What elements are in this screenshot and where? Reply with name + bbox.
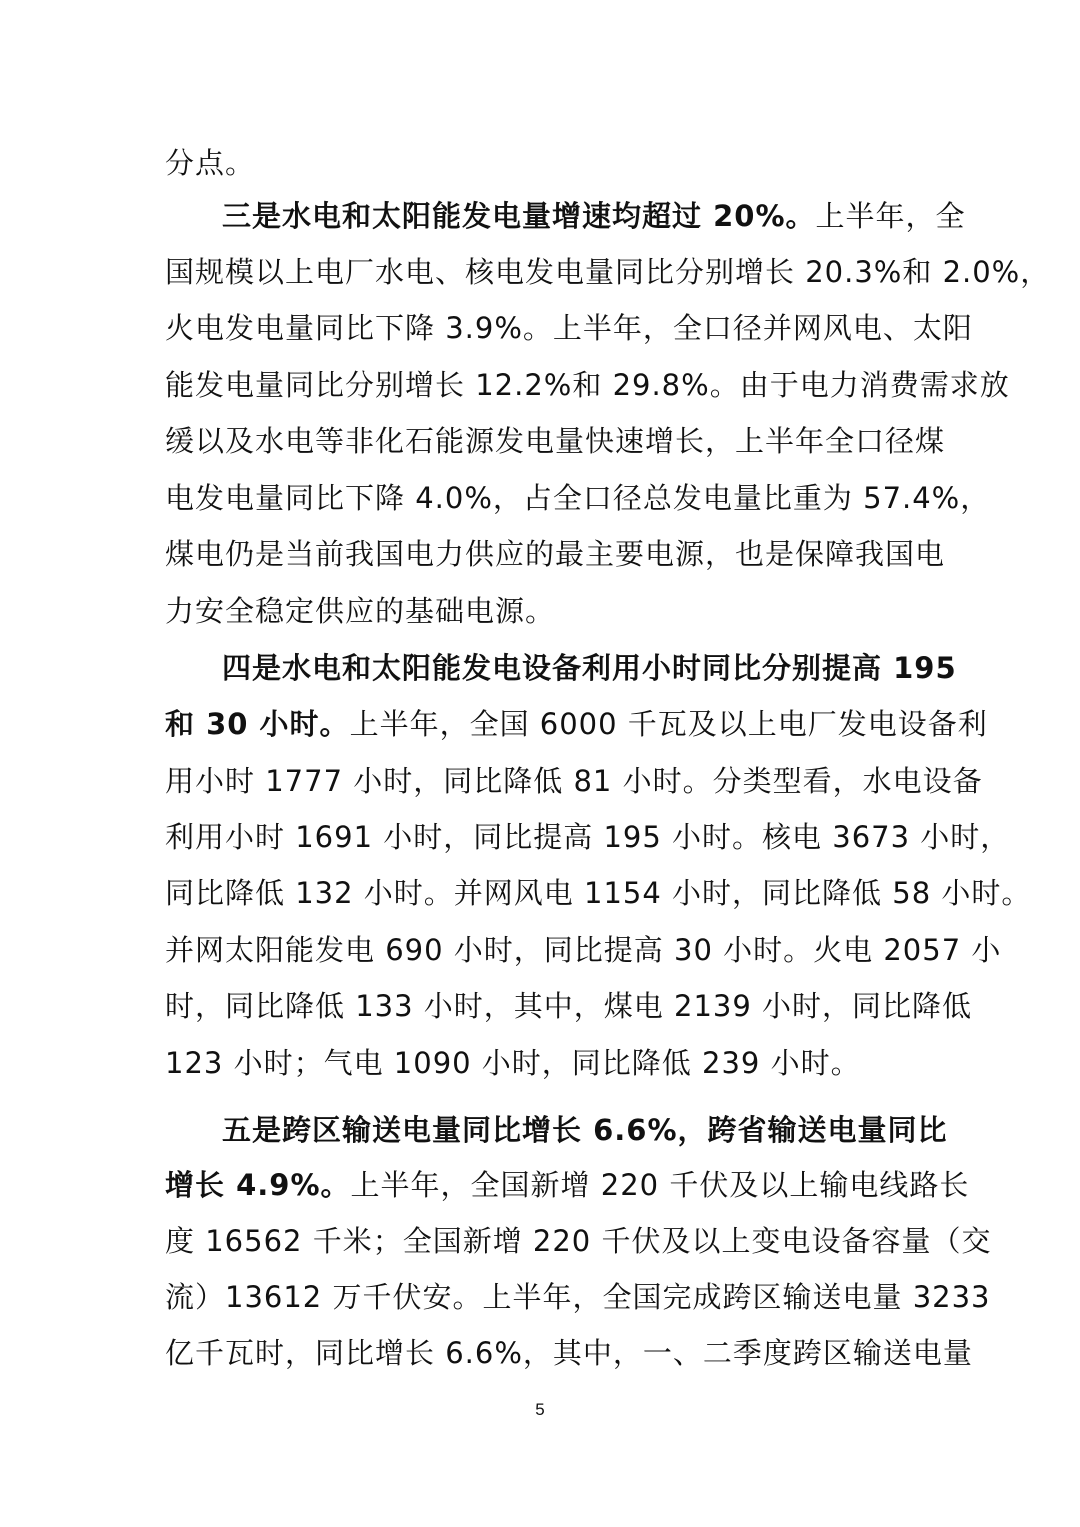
paragraph-heading-line xyxy=(222,640,957,696)
text-line xyxy=(165,413,946,469)
text-run: 电发电量同比下降 4.0%，占全口径总发电量比重为 57.4%， xyxy=(165,481,991,515)
text-line xyxy=(165,753,983,809)
text-line xyxy=(165,583,925,639)
text-run: 流）13612 万千伏安。上半年，全国完成跨区输送电量 3233 xyxy=(165,1280,991,1314)
text-run: 缓以及水电等非化石能源发电量快速增长，上半年全口径煤 xyxy=(165,424,946,458)
text-run: 上半年，全 xyxy=(815,199,966,233)
text-run: 123 小时；气电 1090 小时，同比降低 239 小时。 xyxy=(165,1046,861,1080)
text-run: 上半年，全国新增 220 千伏及以上输电线路长 xyxy=(350,1168,970,1202)
text-run: 用小时 1777 小时，同比降低 81 小时。分类型看，水电设备 xyxy=(165,764,983,798)
paragraph-heading-line xyxy=(222,1102,948,1158)
bold-heading-run: 四是水电和太阳能发电设备利用小时同比分别提高 195 xyxy=(222,651,957,685)
text-line xyxy=(165,922,1002,978)
text-run: 上半年，全国 6000 千瓦及以上电厂发电设备利 xyxy=(349,707,988,741)
text-line xyxy=(165,135,925,191)
paragraph-heading-line xyxy=(165,696,988,752)
text-line xyxy=(165,526,946,582)
bold-heading-run: 三是水电和太阳能发电量增速均超过 20%。 xyxy=(222,199,816,233)
text-run: 同比降低 132 小时。并网风电 1154 小时，同比降低 58 小时。 xyxy=(165,876,1032,910)
text-run: 力安全稳定供应的基础电源。 xyxy=(165,594,556,628)
text-run: 分点。 xyxy=(165,146,256,180)
text-run: 并网太阳能发电 690 小时，同比提高 30 小时。火电 2057 小 xyxy=(165,933,1002,967)
text-line xyxy=(165,1325,973,1381)
page-number: 5 xyxy=(535,1400,545,1419)
text-line xyxy=(165,978,973,1034)
bold-heading-run: 和 30 小时。 xyxy=(165,707,350,741)
text-line xyxy=(165,300,973,356)
bold-heading-run: 增长 4.9%。 xyxy=(165,1168,351,1202)
text-run: 能发电量同比分别增长 12.2%和 29.8%。由于电力消费需求放 xyxy=(165,368,1010,402)
text-run: 煤电仍是当前我国电力供应的最主要电源，也是保障我国电 xyxy=(165,537,946,571)
text-line xyxy=(165,809,1011,865)
text-line xyxy=(165,1269,991,1325)
text-line xyxy=(165,244,1051,300)
text-line xyxy=(165,865,1032,921)
text-run: 时，同比降低 133 小时，其中，煤电 2139 小时，同比降低 xyxy=(165,989,973,1023)
paragraph-heading-line xyxy=(165,1157,970,1213)
text-line xyxy=(165,1035,925,1091)
text-run: 火电发电量同比下降 3.9%。上半年，全口径并网风电、太阳 xyxy=(165,311,973,345)
paragraph-heading-line xyxy=(222,188,966,244)
text-line xyxy=(165,470,991,526)
text-line xyxy=(165,357,1010,413)
text-run: 国规模以上电厂水电、核电发电量同比分别增长 20.3%和 2.0%， xyxy=(165,255,1051,289)
text-run: 利用小时 1691 小时，同比提高 195 小时。核电 3673 小时， xyxy=(165,820,1011,854)
text-run: 度 16562 千米；全国新增 220 千伏及以上变电设备容量（交 xyxy=(165,1224,992,1258)
bold-heading-run: 五是跨区输送电量同比增长 6.6%，跨省输送电量同比 xyxy=(222,1113,948,1147)
text-run: 亿千瓦时，同比增长 6.6%，其中，一、二季度跨区输送电量 xyxy=(165,1336,973,1370)
text-line xyxy=(165,1213,992,1269)
